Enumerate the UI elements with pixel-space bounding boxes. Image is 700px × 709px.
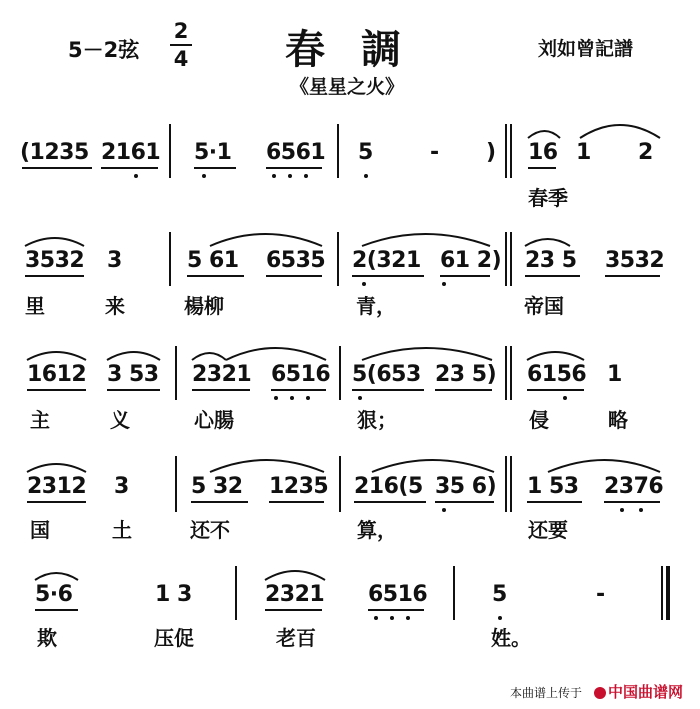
lyric: 青， xyxy=(356,294,396,318)
lyric: 主 xyxy=(30,408,50,432)
note-group: 6561 xyxy=(266,140,326,165)
note-group: 5 61 xyxy=(187,248,239,273)
lyric: 心腸 xyxy=(194,408,234,432)
lyric: 老百 xyxy=(276,626,316,650)
lyric: 春季 xyxy=(528,186,568,210)
lyric: 还要 xyxy=(528,518,568,542)
lyric: 土 xyxy=(112,518,132,542)
note-group: 6516 xyxy=(271,362,331,387)
note-group: 2321 xyxy=(265,582,325,607)
note-group: 23 5) xyxy=(435,362,497,387)
note-group: 2161 xyxy=(101,140,161,165)
lyric: 国 xyxy=(30,518,50,542)
source-subtitle: 《星星之火》 xyxy=(290,76,405,98)
lyric: 还不 xyxy=(190,518,230,542)
note-group: 2 xyxy=(638,140,653,165)
time-signature-bottom: 4 xyxy=(173,47,189,71)
final-barline-thick xyxy=(666,566,670,620)
slurs xyxy=(25,125,660,580)
note-group: 3 xyxy=(107,248,122,273)
lyric: 压促 xyxy=(154,626,194,650)
lyric: 狠； xyxy=(357,408,397,432)
lyric: 侵 xyxy=(529,408,549,432)
site-logo[interactable] xyxy=(594,681,683,702)
note-group: 2376 xyxy=(604,474,664,499)
note-group: 3 53 xyxy=(107,362,159,387)
lyric: 来 xyxy=(105,294,125,318)
octave-dots xyxy=(134,174,643,620)
arranger-credit: 刘如曾記譜 xyxy=(538,38,634,60)
note-group: 6535 xyxy=(266,248,326,273)
note-group: 1 53 xyxy=(527,474,579,499)
note-group: 6516 xyxy=(368,582,428,607)
note-group: 1612 xyxy=(27,362,87,387)
note-group: 5·6 xyxy=(35,582,73,607)
note-group: ) xyxy=(486,140,496,165)
note-group: 1 xyxy=(607,362,622,387)
site-name: 中国曲谱网 xyxy=(608,683,684,701)
note-group: 2321 xyxy=(192,362,252,387)
song-title: 春調 xyxy=(285,26,437,73)
note-group: 5·1 xyxy=(194,140,232,165)
note-group: 5(653 xyxy=(352,362,421,387)
time-signature-top: 2 xyxy=(173,19,189,43)
note-group: 5 xyxy=(358,140,373,165)
note-group: - xyxy=(596,582,605,607)
note-group: 5 32 xyxy=(191,474,243,499)
note-group: 35 6) xyxy=(435,474,497,499)
lyric: 里 xyxy=(25,294,45,318)
note-group: 3532 xyxy=(605,248,665,273)
note-group: - xyxy=(430,140,439,165)
note-group: 16 xyxy=(528,140,558,165)
lyric: 义 xyxy=(110,408,130,432)
lyric: 楊柳 xyxy=(184,294,224,318)
barlines xyxy=(170,124,665,620)
note-group: 3 xyxy=(114,474,129,499)
footer-upload-note: 本曲谱上传于 xyxy=(510,686,583,700)
logo-icon xyxy=(594,687,606,699)
lyric: 算， xyxy=(357,518,397,542)
key-signature: 5－2弦 xyxy=(68,38,140,62)
lyric: 帝国 xyxy=(524,294,564,318)
note-group: 216(5 xyxy=(354,474,423,499)
note-group: 1235 xyxy=(269,474,329,499)
lyric: 姓。 xyxy=(491,626,531,650)
note-group: (1235 xyxy=(20,140,89,165)
note-group: 2(321 xyxy=(352,248,421,273)
note-group: 2312 xyxy=(27,474,87,499)
note-group: 61 2) xyxy=(440,248,502,273)
lyric: 略 xyxy=(608,408,628,432)
note-group: 1 xyxy=(576,140,591,165)
note-group: 5 xyxy=(492,582,507,607)
note-group: 3532 xyxy=(25,248,85,273)
note-group: 23 5 xyxy=(525,248,577,273)
lyric: 欺 xyxy=(37,626,57,650)
note-group: 1 3 xyxy=(155,582,192,607)
note-group: 6156 xyxy=(527,362,587,387)
